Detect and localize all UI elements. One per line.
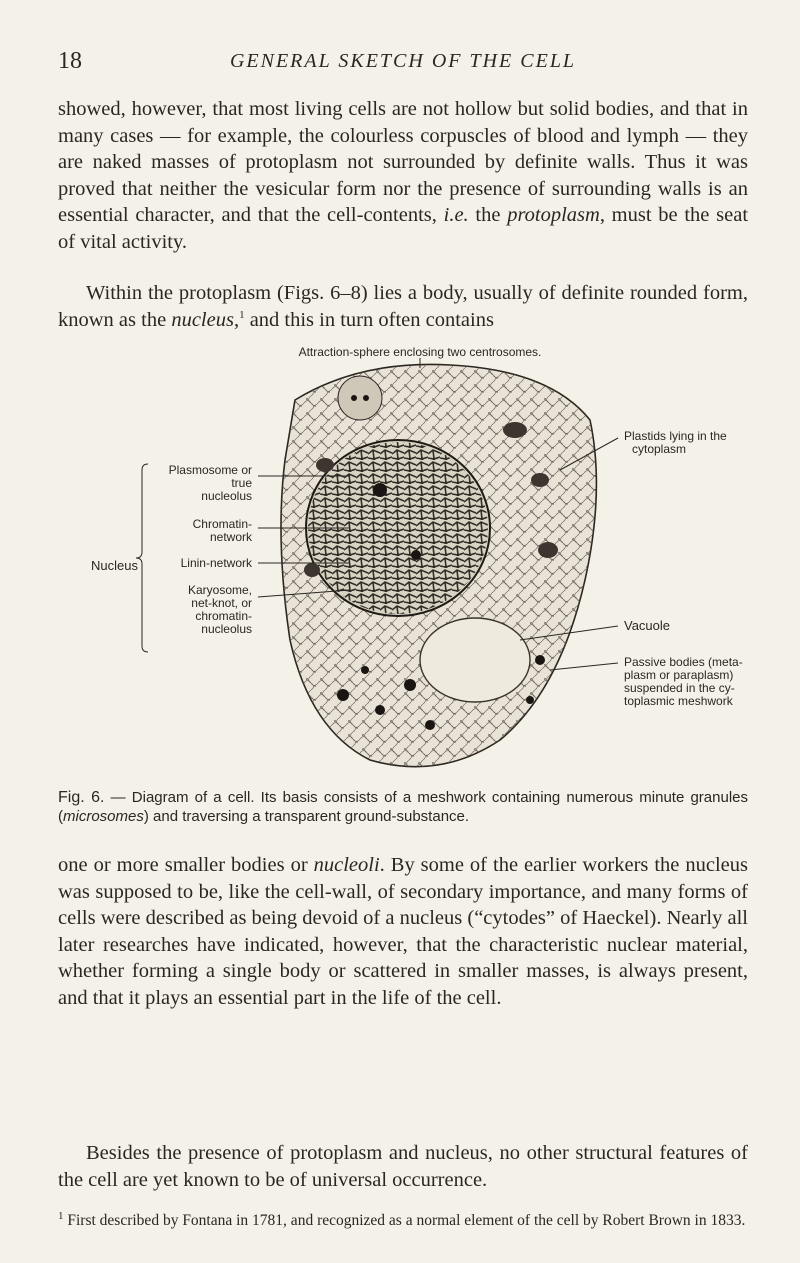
protoplasm-term: protoplasm	[507, 204, 600, 226]
paragraph-1	[58, 96, 748, 255]
microsomes-term: microsomes	[63, 808, 144, 825]
caption-text-b: ) and traversing a transparent ground-substance.	[143, 808, 470, 825]
karyosome-label-line-2: net-knot, or	[191, 596, 252, 610]
attraction-sphere-label: Attraction-sphere enclosing two centrosomes.	[298, 345, 542, 359]
plastids-label-line-2: cytoplasm	[632, 442, 687, 456]
paragraph-3-text-b: . By some of the earlier workers the nucleus was supposed to be, like the cell-wall, of secondary importance, and many forms of cells were described as being devoid of a nucleus (“cytodes” of Haeckel). Nearly all later researches have indicated, however, that the characteristic nuclear material, whether forming a single body or scattered in smaller masses, is always present, and that it plays an essential part in the life of the cell.	[58, 854, 749, 1009]
figure-caption	[58, 788, 748, 826]
paragraph-1-text-b: the	[468, 204, 508, 226]
figure-number: Fig. 6.	[58, 789, 105, 806]
passive-bodies-label-line-1: Passive bodies (meta-	[624, 655, 743, 669]
paragraph-4: Besides the presence of protoplasm and nucleus, no other structural features of the cell are yet known to be of universal occurrence.	[58, 1142, 748, 1191]
paragraph-1-text-c: , must be the seat of vital activity.	[58, 204, 749, 253]
running-head: GENERAL SKETCH OF THE CELL	[229, 50, 577, 72]
nucleus-group-label: Nucleus	[91, 558, 138, 573]
plasmosome-label-line-2: true	[231, 476, 252, 490]
passive-bodies-label-line-2: plasm or paraplasm)	[624, 668, 734, 682]
cell-diagram-figure	[80, 340, 780, 790]
paragraph-1-text-a: showed, however, that most living cells are not hollow but solid bodies, and that in many cases — for example, the colourless corpuscles of blood and lymph — they are naked masses of protoplasm not surrounded by definite walls. Thus it was proved that neither the vesicular form nor the presence of surrounding walls is an essential character, and that the cell-contents,	[58, 98, 748, 226]
karyosome-label-line-4: nucleolus	[201, 622, 252, 636]
nucleus-term: nucleus	[171, 308, 234, 331]
footnote-text: First described by Fontana in 1781, and recognized as a normal element of the cell by Robert Brown in 1833.	[63, 1212, 746, 1229]
nucleoli-term: nucleoli	[313, 854, 380, 876]
paragraph-3	[58, 852, 748, 1011]
footnote-marker: 1	[58, 1209, 64, 1222]
vacuole-label: Vacuole	[624, 618, 671, 633]
passive-bodies-label-line-4: toplasmic meshwork	[624, 694, 733, 708]
ie-term: i.e.	[443, 204, 469, 226]
passive-bodies-label-line-3: suspended in the cy-	[624, 681, 735, 695]
linin-network-label: Linin-network	[180, 556, 252, 570]
page-number: 18	[58, 48, 82, 74]
paragraph-2: Within the protoplasm (Figs. 6–8) lies a body, usually of definite rounded form, known as the nucleus,$^1$ and this in turn often contains	[58, 282, 748, 331]
caption-text-a: — Diagram of a cell. Its basis consists of a meshwork containing numerous minute granules (	[58, 789, 749, 825]
plasmosome-label-line-3: nucleolus	[201, 489, 252, 503]
page-header	[58, 44, 748, 80]
plasmosome-label-line-1: Plasmosome or	[168, 463, 252, 477]
chromatin-label-line-1: Chromatin-	[192, 517, 252, 531]
karyosome-label-line-3: chromatin-	[195, 609, 252, 623]
chromatin-label-line-2: network	[209, 530, 252, 544]
paragraph-2-text-b: and this in turn often contains	[244, 308, 494, 331]
paragraph-3-text-a: one or more smaller bodies or	[58, 854, 314, 876]
plastids-label-line-1: Plastids lying in the	[624, 429, 727, 443]
footnote-reference: 1	[239, 308, 245, 321]
paragraph-2-text-a: Within the protoplasm (Figs. 6–8) lies a body, usually of definite rounded form, known as the	[58, 282, 748, 331]
karyosome-label-line-1: Karyosome,	[187, 583, 252, 597]
footnote	[58, 1211, 748, 1231]
